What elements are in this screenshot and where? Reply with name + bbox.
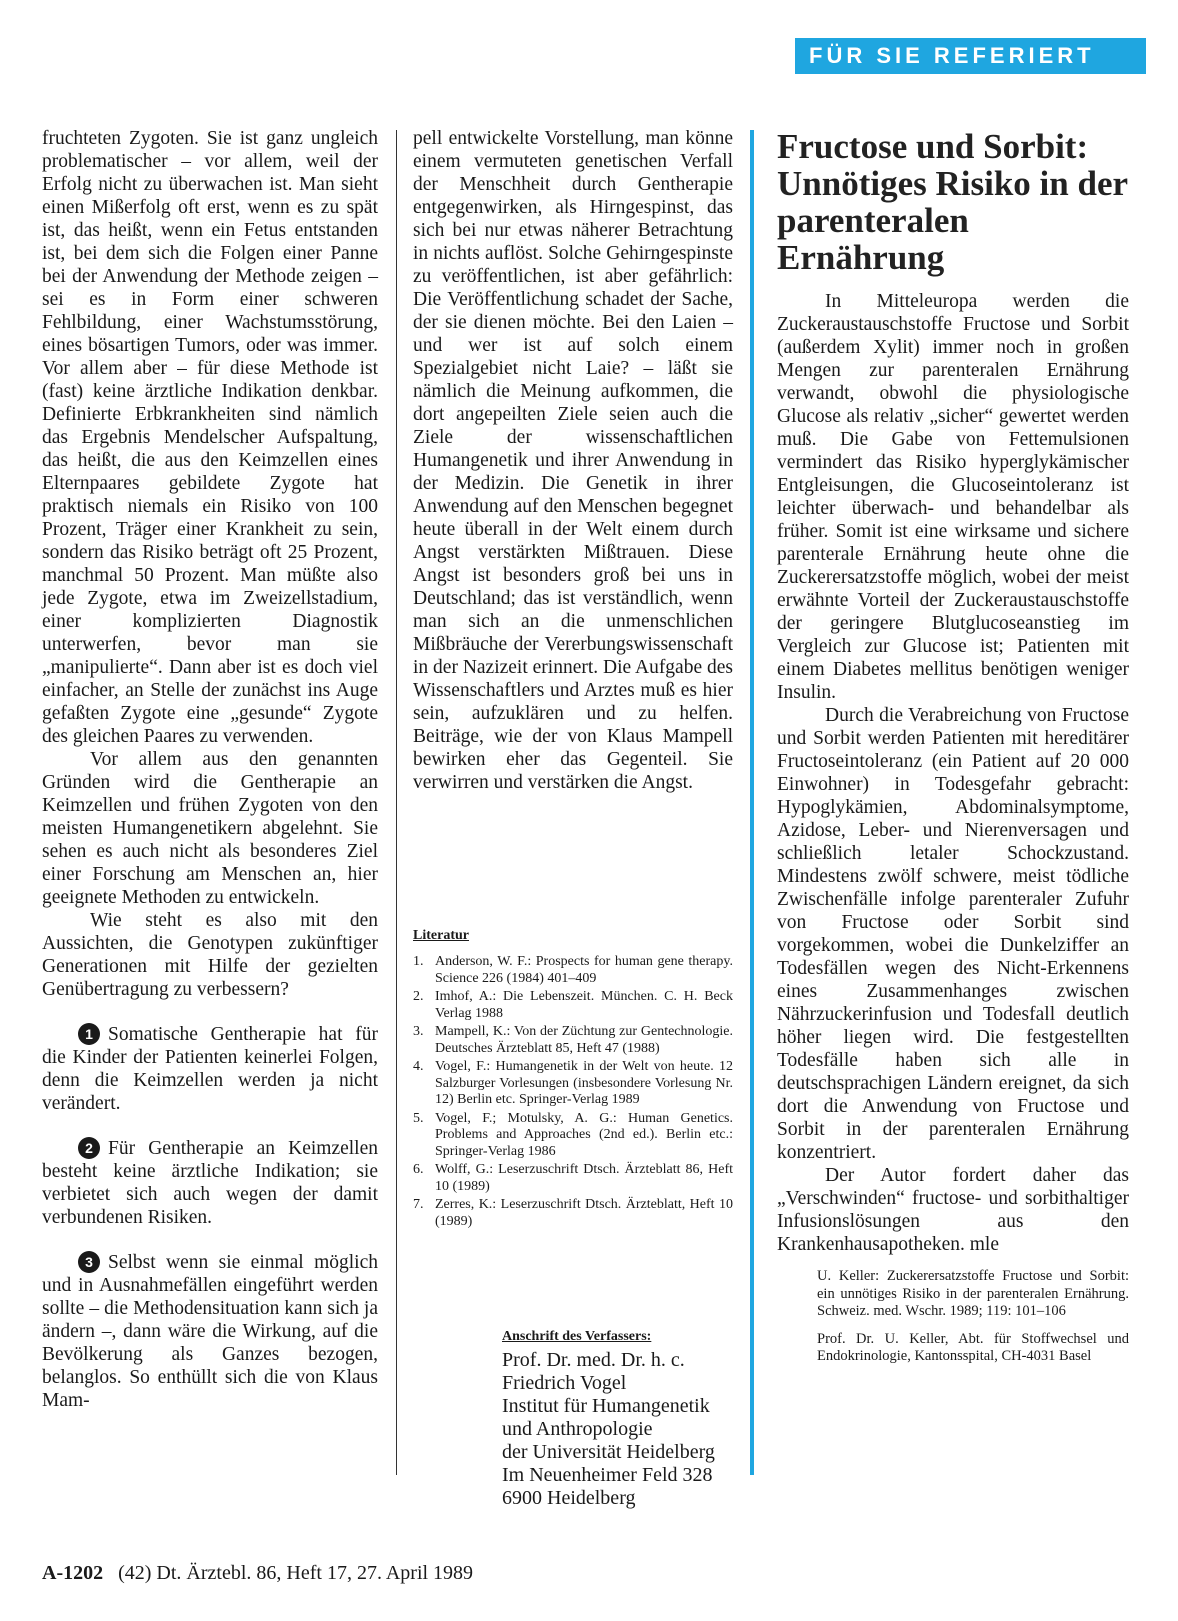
column-right xyxy=(777,128,1129,1366)
number-badge: 3 xyxy=(78,1251,100,1273)
address-line: Institut für Humangenetik xyxy=(502,1395,710,1417)
page-number: A-1202 xyxy=(42,1562,104,1584)
literature-section xyxy=(413,928,733,1232)
column-left xyxy=(42,127,378,1412)
address-label: Anschrift des Verfassers: xyxy=(502,1329,652,1344)
column-middle xyxy=(413,127,733,794)
body-paragraph: fruchteten Zygoten. Sie ist ganz ungleich problematischer – vor allem, weil der Erfolg nicht zu überwachen ist. Man sieht einen Mißerfolg oft erst, wenn es zu spät ist, das heißt, wenn ein Fetus entstanden ist, bei dem sich die Folgen einer Panne bei der Anwendung der Methode zeigen – sei es in Form einer schweren Fehlbildung, einer Wachstumsstörung, eines bösartigen Tumors, oder was immer. Vor allem aber – für diese Methode ist (fast) keine ärztliche Indikation denkbar. Definierte Erbkrankheiten sind nämlich das Ergebnis Mendelscher Aufspaltung, das heißt, die aus den Keimzellen eines Elternpaares gebildete Zygote hat praktisch niemals ein Risiko von 100 Prozent, Träger einer Krankheit zu sein, sondern das Risiko beträgt oft 25 Prozent, manchmal 50 Prozent. Man müßte also jede Zygote, etwa im Zweizellstadium, einer komplizierten Diagnostik unterwerfen, bevor man sie „manipulierte“. Dann aber ist es doch viel einfacher, an Stelle der zunächst ins Auge gefaßten Zygote eine „gesunde“ Zygote des gleichen Paares zu verwenden. xyxy=(42,128,378,747)
literature-list xyxy=(413,954,733,1230)
column-divider-1 xyxy=(396,130,397,1475)
body-paragraph: In Mitteleuropa werden die Zuckeraustauschstoffe Fructose und Sorbit (außerdem Xylit) immer noch in großen Mengen zur parenteralen Ernährung verwandt, obwohl die physiologische Glucose als relativ „sicher“ gewertet werden muß. Die Gabe von Fettemulsionen vermindert das Risiko hyperglykämischer Entgleisungen, die Glucoseintoleranz ist leichter überwach- und behandelbar als früher. Somit ist eine wirksame und sichere parenterale Ernährung heute ohne die Zuckerersatzstoffe möglich, wobei der meist erwähnte Vorteil der Zuckeraustauschstoffe der geringere Blutglucoseanstieg im Vergleich zur Glucose ist; Patienten mit einem Diabetes mellitus benötigen weniger Insulin. xyxy=(777,291,1129,703)
body-paragraph: pell entwickelte Vorstellung, man könne einem vermuteten genetischen Verfall der Menschheit durch Gentherapie entgegenwirken, als Hirngespinst, das sich bei nur etwas näherer Betrachtung in nichts auflöst. Solche Gehirngespinste zu veröffentlichen, ist aber gefährlich: Die Veröffentlichung schadet der Sache, der sie dienen möchte. Bei den Laien – und wer ist auf solch einem Spezialgebiet nicht Laie? – läßt sie nämlich die Meinung aufkommen, die dort angepeilten Ziele seien auch die Ziele der wissenschaftlichen Humangenetik und ihrer Anwendung in der Medizin. Die Genetik in ihrer Anwendung auf den Menschen begegnet heute überall in der Welt einem durch Angst verstärkten Mißtrauen. Diese Angst ist besonders groß bei uns in Deutschland; das ist verständlich, wenn man sich an die unmenschlichen Mißbräuche der Vererbungswissenschaft in der Nazizeit erinnert. Die Aufgabe des Wissenschaftlers und Arztes muß es hier sein, aufzuklären und zu helfen. Beiträge, wie der von Klaus Mampell bewirken eher das Gegenteil. Sie verwirren und verstärken die Angst. xyxy=(413,128,733,793)
journal-citation: (42) Dt. Ärztebl. 86, Heft 17, 27. April 1989 xyxy=(118,1562,474,1584)
literature-title: Literatur xyxy=(413,928,469,943)
reference-author-address: Prof. Dr. U. Keller, Abt. für Stoffwechsel und Endokrinologie, Kantonsspital, CH-4031 Basel xyxy=(817,1330,1129,1364)
numbered-point xyxy=(42,1137,378,1229)
body-paragraph: Der Autor fordert daher das „Verschwinden“ fructose- und sorbithaltiger Infusionslösungen aus den Krankenhausapotheken. mle xyxy=(777,1165,1129,1255)
point-text: Selbst wenn sie einmal möglich und in Ausnahmefällen eingeführt werden sollte – die Methodensituation kann sich ja ändern –, dann wäre die Wirkung, auf die Bevölkerung als Ganzes bezogen, belanglos. So enthüllt sich die von Klaus Mam- xyxy=(42,1252,378,1411)
literature-item: 6. Wolff, G.: Leserzuschrift Dtsch. Ärzteblatt 86, Heft 10 (1989) xyxy=(413,1162,733,1194)
number-badge: 1 xyxy=(78,1023,100,1045)
source-reference: U. Keller: Zuckerersatzstoffe Fructose und Sorbit: ein unnötiges Risiko in der parenteralen Ernährung. Schweiz. med. Wschr. 1989; 119: 101–106 xyxy=(817,1268,1129,1319)
numbered-point xyxy=(42,1251,378,1412)
literature-item: 3. Mampell, K.: Von der Züchtung zur Gentechnologie. Deutsches Ärzteblatt 85, Heft 47 (1988) xyxy=(413,1024,733,1056)
point-text: Für Gentherapie an Keimzellen besteht keine ärztliche Indikation; sie verbietet sich auch wegen der damit verbundenen Risiken. xyxy=(42,1138,378,1228)
address-line: der Universität Heidelberg xyxy=(502,1441,715,1463)
literature-item: 1. Anderson, W. F.: Prospects for human gene therapy. Science 226 (1984) 401–409 xyxy=(413,954,733,986)
body-paragraph: Wie steht es also mit den Aussichten, die Genotypen zukünftiger Generationen mit Hilfe der gezielten Genübertragung zu verbessern? xyxy=(42,910,378,1000)
literature-item: 2. Imhof, A.: Die Lebenszeit. München. C. H. Beck Verlag 1988 xyxy=(413,989,733,1021)
page-footer xyxy=(42,1561,473,1585)
article-headline: Fructose und Sorbit: Unnötiges Risiko in der parenteralen Ernährung xyxy=(777,127,1128,277)
column-divider-accent xyxy=(750,130,754,1475)
literature-item: 4. Vogel, F.: Humangenetik in der Welt von heute. 12 Salzburger Vorlesungen (insbesondere Vorlesung Nr. 12) Berlin etc. Springer-Verlag 1989 xyxy=(413,1059,733,1107)
number-badge: 2 xyxy=(78,1137,100,1159)
literature-item: 5. Vogel, F.; Motulsky, A. G.: Human Genetics. Problems and Approaches (2nd ed.). Berlin etc.: Springer-Verlag 1986 xyxy=(413,1110,733,1159)
section-banner: FÜR SIE REFERIERT xyxy=(795,38,1146,74)
address-line: Im Neuenheimer Feld 328 xyxy=(502,1464,713,1486)
point-text: Somatische Gentherapie hat für die Kinder der Patienten keinerlei Folgen, denn die Keimzellen werden ja nicht verändert. xyxy=(42,1024,378,1114)
address-line: 6900 Heidelberg xyxy=(502,1487,636,1509)
numbered-point xyxy=(42,1023,378,1115)
address-line: Friedrich Vogel xyxy=(502,1372,627,1394)
address-line: und Anthropologie xyxy=(502,1418,653,1440)
body-paragraph: Vor allem aus den genannten Gründen wird die Gentherapie an Keimzellen und frühen Zygoten von den meisten Humangenetikern abgelehnt. Sie sehen es auch nicht als besonderes Ziel einer Forschung am Menschen an, hier geeignete Methoden zu entwickeln. xyxy=(42,749,378,908)
body-paragraph: Durch die Verabreichung von Fructose und Sorbit werden Patienten mit hereditärer Fructoseintoleranz (ein Patient auf 20 000 Einwohner) in Todesgefahr gebracht: Hypoglykämien, Abdominalsymptome, Azidose, Leber- und Nierenversagen und schließlich letaler Schockzustand. Mindestens zwölf schwere, meist tödliche Zwischenfälle infolge parenteraler Zufuhr von Fructose oder Sorbit sind vorgekommen, wobei die Dunkelziffer an Todesfällen wegen des Nicht-Erkennens eines Zusammenhanges zwischen Nährzuckerinfusion und Todesfall deutlich höher liegen wird. Die festgestellten Todesfälle haben sich alle in deutschsprachigen Ländern ereignet, da sich dort die Anwendung von Fructose und Sorbit in der parenteralen Ernährung konzentriert. xyxy=(777,705,1129,1163)
literature-item: 7. Zerres, K.: Leserzuschrift Dtsch. Ärzteblatt, Heft 10 (1989) xyxy=(413,1197,733,1229)
author-address xyxy=(502,1329,752,1510)
address-line: Prof. Dr. med. Dr. h. c. xyxy=(502,1349,685,1371)
